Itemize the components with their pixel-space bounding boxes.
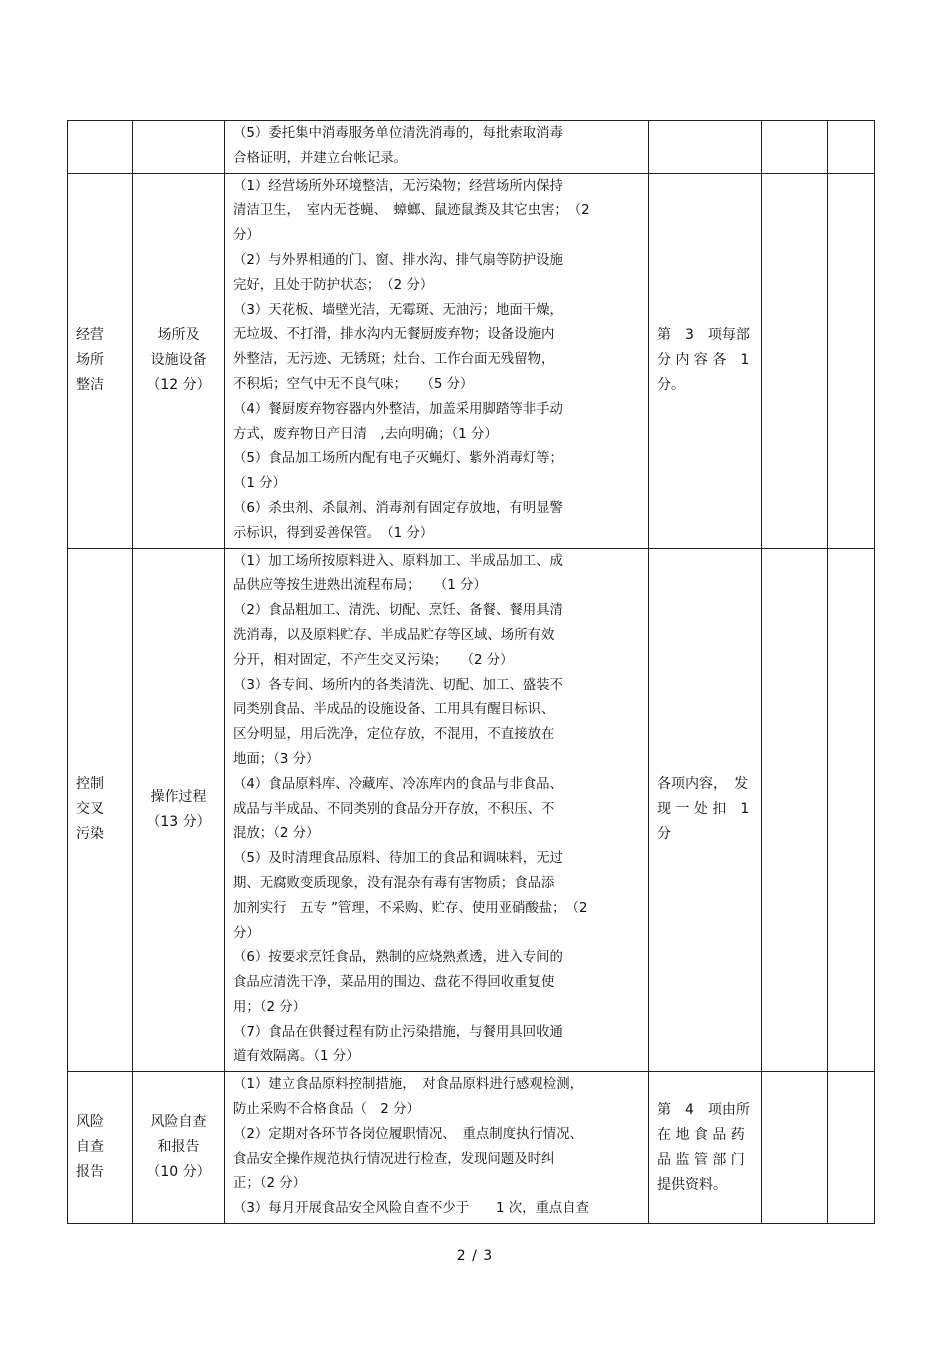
standard-line: （7）食品在供餐过程有防止污染措施，与餐用具回收通	[233, 1024, 563, 1040]
remark-cell	[828, 1072, 875, 1224]
standard-line: 食品应清洗干净，菜品用的围边、盘花不得回收重复使	[233, 975, 555, 991]
table-row	[68, 173, 875, 548]
remark-cell	[828, 173, 875, 548]
category-line: 报告	[76, 1164, 104, 1181]
standard-cell	[225, 121, 649, 174]
standard-line: 加剂实行 五专 ”管理，不采购、贮存、使用亚硝酸盐； （2	[233, 900, 588, 916]
standard-line: （6）杀虫剂、杀鼠剂、消毒剂有固定存放地，有明显警	[233, 500, 563, 516]
category-line: 控制	[76, 776, 104, 793]
table-row	[68, 121, 875, 174]
standard-line: 道有效隔离。（1 分）	[233, 1049, 360, 1065]
item-line: 场所及	[157, 327, 200, 344]
inspection-table	[67, 120, 875, 1224]
note-line: 分。	[657, 377, 685, 394]
score-cell	[762, 173, 828, 548]
standard-line: （1 分）	[233, 476, 286, 492]
standard-line: （3）天花板、墙壁光洁，无霉斑、无油污；地面干燥，	[233, 302, 563, 318]
table-row	[68, 548, 875, 1072]
standard-line: 成品与半成品、不同类别的食品分开存放，不积压、不	[233, 801, 555, 817]
note-line: 第 3 项每部	[657, 327, 750, 344]
standard-line: （5）食品加工场所内配有电子灭蝇灯、紫外消毒灯等；	[233, 451, 563, 467]
category-line: 场所	[76, 352, 104, 369]
standard-line: 正；（2 分）	[233, 1176, 307, 1192]
standard-line: 方式，废弃物日产日清 ,去向明确；（1 分）	[233, 426, 498, 442]
standard-line: （1）经营场所外环境整洁，无污染物；经营场所内保持	[233, 178, 563, 194]
category-cell	[68, 1072, 133, 1224]
standard-line: （5）委托集中消毒服务单位清洗消毒的，每批索取消毒	[233, 126, 563, 141]
note-line: 在 地 食 品 药	[657, 1126, 745, 1143]
standard-line: 洗消毒，以及原料贮存、半成品贮存等区域、场所有效	[233, 627, 555, 643]
standard-line: （2）定期对各环节各岗位履职情况、 重点制度执行情况、	[233, 1126, 583, 1142]
item-cell	[133, 1072, 225, 1224]
item-line: （12 分）	[146, 377, 211, 394]
standard-line: （6）按要求烹饪食品，熟制的应烧熟煮透，进入专间的	[233, 950, 563, 966]
note-line: 分	[657, 826, 671, 843]
standard-line: 分开，相对固定，不产生交叉污染； （2 分）	[233, 652, 514, 668]
remark-cell	[828, 121, 875, 174]
standard-line: 品供应等按生进熟出流程布局； （1 分）	[233, 578, 487, 594]
standard-line: 清洁卫生， 室内无苍蝇、 蟑螂、鼠迹鼠粪及其它虫害； （2	[233, 203, 590, 219]
note-cell	[649, 1072, 762, 1224]
standard-line: 防止采购不合格食品（ 2 分）	[233, 1102, 420, 1118]
remark-cell	[828, 548, 875, 1072]
standard-cell	[225, 173, 649, 548]
category-line: 经营	[76, 327, 104, 344]
standard-line: （5）及时清理食品原料、待加工的食品和调味料，无过	[233, 851, 563, 867]
item-line: 风险自查	[150, 1114, 207, 1131]
item-line: （10 分）	[146, 1164, 211, 1181]
note-cell	[649, 121, 762, 174]
item-cell	[133, 548, 225, 1072]
note-line: 现 一 处 扣 1	[657, 801, 750, 818]
standard-line: （4）餐厨废弃物容器内外整洁，加盖采用脚踏等非手动	[233, 401, 563, 417]
standard-line: （4）食品原料库、冷藏库、冷冻库内的食品与非食品、	[233, 776, 563, 792]
item-line: 和报告	[157, 1139, 200, 1156]
category-line: 风险	[76, 1114, 104, 1131]
standard-line: 示标识，得到妥善保管。 （1 分）	[233, 525, 434, 541]
standard-line: 用；（2 分）	[233, 999, 307, 1015]
item-line: 设施设备	[150, 352, 207, 369]
note-line: 提供资料。	[657, 1176, 727, 1193]
standard-line: （2）与外界相通的门、窗、排水沟、排气扇等防护设施	[233, 252, 563, 268]
note-line: 品 监 管 部 门	[657, 1151, 745, 1168]
category-cell	[68, 548, 133, 1072]
note-line: 分 内 容 各 1	[657, 352, 750, 369]
standard-line: 合格证明，并建立台帐记录。	[233, 150, 408, 166]
table-row	[68, 1072, 875, 1224]
standard-line: 无垃圾、不打滑，排水沟内无餐厨废弃物；设备设施内	[233, 327, 555, 343]
note-line: 第 4 项由所	[657, 1101, 750, 1118]
standard-cell	[225, 548, 649, 1072]
note-line: 各项内容， 发	[657, 776, 748, 793]
standard-line: 完好，且处于防护状态； （2 分）	[233, 277, 434, 293]
note-cell	[649, 548, 762, 1072]
standard-line: 分）	[233, 925, 260, 941]
score-cell	[762, 1072, 828, 1224]
page-indicator: 2 / 3	[456, 1248, 494, 1264]
score-cell	[762, 121, 828, 174]
category-cell	[68, 173, 133, 548]
standard-line: 区分明显，用后洗净，定位存放，不混用，不直接放在	[233, 727, 555, 743]
category-line: 污染	[76, 826, 104, 843]
item-line: （13 分）	[146, 813, 211, 830]
category-line: 自查	[76, 1139, 104, 1156]
standard-line: 食品安全操作规范执行情况进行检查，发现问题及时纠	[233, 1151, 555, 1167]
item-line: 操作过程	[150, 788, 207, 805]
standard-line: （1）建立食品原料控制措施， 对食品原料进行感观检测，	[233, 1077, 583, 1093]
standard-line: 混放；（2 分）	[233, 826, 320, 842]
item-cell	[133, 173, 225, 548]
standard-line: 期、无腐败变质现象，没有混杂有毒有害物质；食品添	[233, 875, 555, 891]
standard-line: 不积垢；空气中无不良气味； （5 分）	[233, 376, 474, 392]
note-cell	[649, 173, 762, 548]
standard-line: 外整洁，无污迹、无锈斑；灶台、工作台面无残留物，	[233, 352, 555, 368]
standard-line: 同类别食品、半成品的设施设备、工用具有醒目标识、	[233, 702, 555, 718]
item-cell	[133, 121, 225, 174]
standard-cell	[225, 1072, 649, 1224]
standard-line: （3）各专间、场所内的各类清洗、切配、加工、盛装不	[233, 677, 563, 693]
category-line: 交叉	[76, 801, 104, 818]
standard-line: （3）每月开展食品安全风险自查不少于 1 次，重点自查	[233, 1201, 590, 1217]
score-cell	[762, 548, 828, 1072]
standard-line: 分）	[233, 228, 260, 244]
category-cell	[68, 121, 133, 174]
standard-line: 地面；（3 分）	[233, 751, 320, 767]
standard-line: （1）加工场所按原料进入、原料加工、半成品加工、成	[233, 553, 563, 569]
category-line: 整洁	[76, 377, 104, 394]
standard-line: （2）食品粗加工、清洗、切配、烹饪、备餐、餐用具清	[233, 603, 563, 619]
